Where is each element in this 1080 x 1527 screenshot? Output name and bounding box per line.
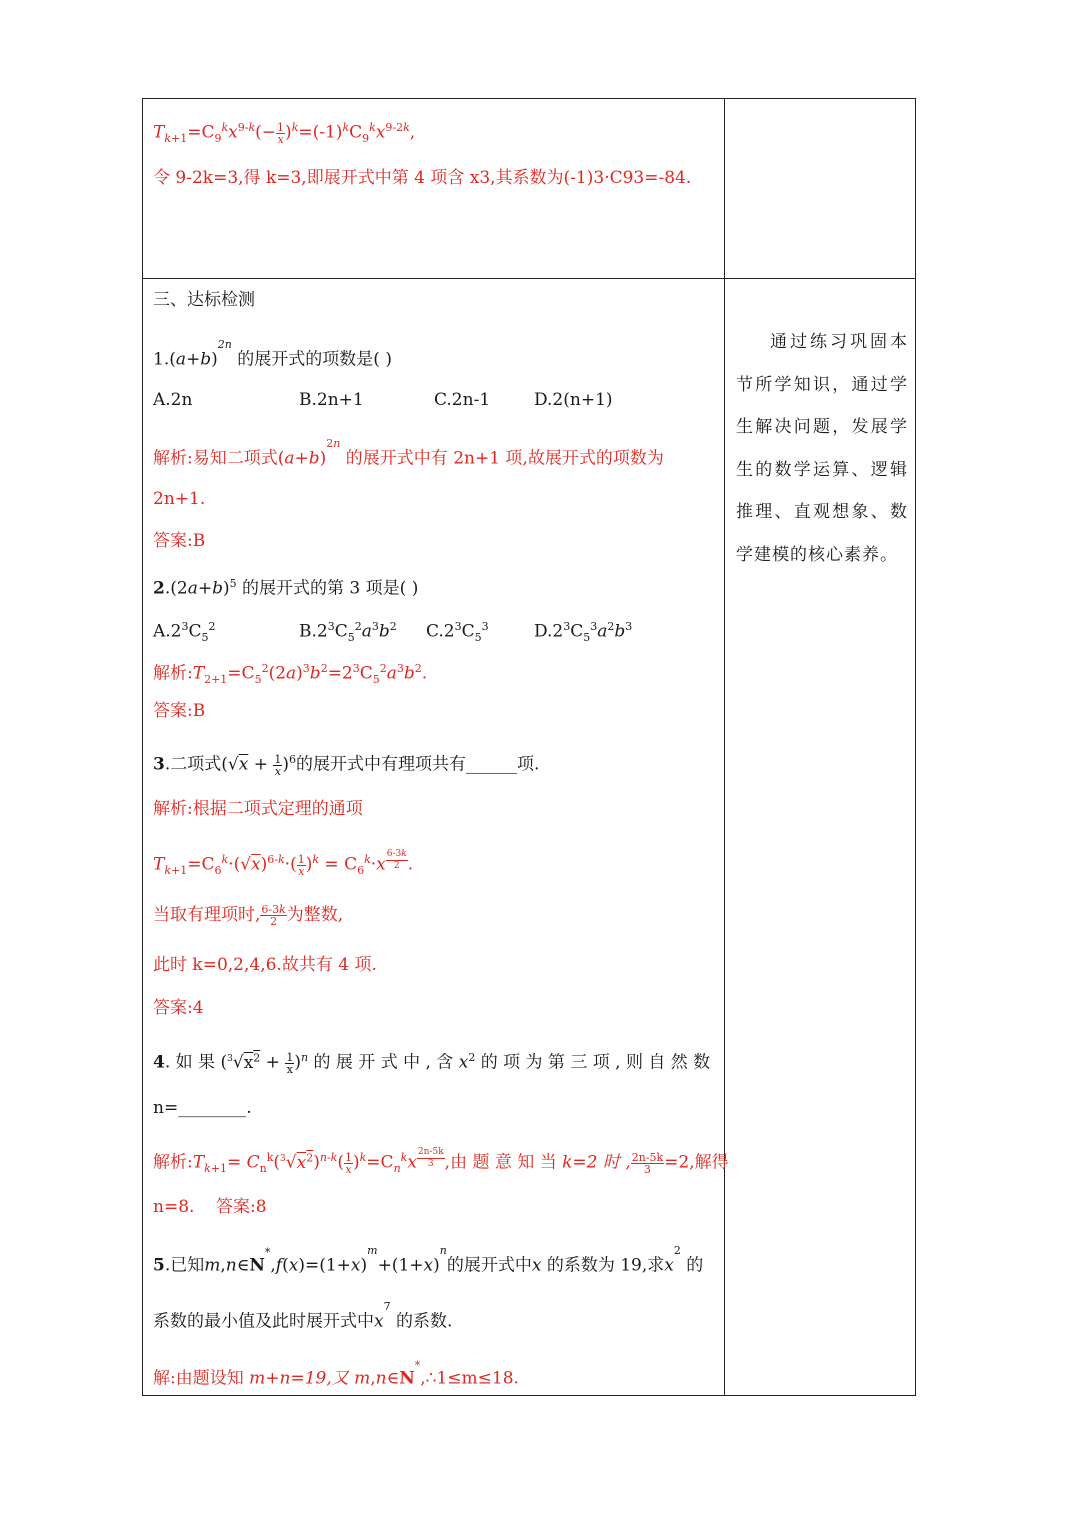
q2-option-d: $D.2^3C_5^3a^2b^3$ xyxy=(534,620,633,645)
q3-term: $T_{k+1}=C_6^k\cdot(√x)^{6-k}\cdot$( $\frac{1}{x}$ )$^k = C_6^k\cdot x$ $^{\frac{6-3k}{2}}$ . xyxy=(153,848,414,878)
q1-option-a: A.2n xyxy=(153,390,193,410)
q5-solution-b: m+n=19,又 xyxy=(249,1368,349,1389)
q4-stem-c: 的 项 为 第 三 项 , 则 自 然 数 xyxy=(480,1052,711,1073)
q4-stem-a: 如 果 xyxy=(175,1052,216,1073)
q3-rational: 当取有理项时, $\frac{6-3k}{2}$ 为整数, xyxy=(153,903,344,928)
q3-stem-b: 的展开式中有理项共有______项. xyxy=(296,754,540,775)
q3-k-values: 此时 k=0,2,4,6.故共有 4 项. xyxy=(153,955,377,975)
q1-option-c: C.2n-1 xyxy=(434,390,491,410)
q5-solution: 解:由题设知 m+n=19,又 m,n∈N*,∴1≤m≤18. xyxy=(153,1359,519,1389)
q2-analysis: 解析$:T_{2+1}=C_5^2(2a)^3b^2=2^3C_5^2a^3b^2$. xyxy=(153,662,428,687)
row-divider xyxy=(142,278,916,279)
q2-stem: $2.(2a+b)^5$ 的展开式的第 3 项是( ) xyxy=(153,577,419,599)
q2-option-c: $C.2^3C_5^3$ xyxy=(426,620,489,645)
side-note: 通过练习巩固本节所学知识，通过学生解决问题，发展学生的数学运算、逻辑推理、直观想象、数学建模的核心素养。 xyxy=(736,332,908,565)
q4-answer: 答案:8 xyxy=(216,1197,267,1217)
q4-stem: 4. 如 果 ($^3√x^2$ + $\frac{1}{x}$ )$^n$ 的 展 开 式 中 , 含 $x^2$ 的 项 为 第 三 项 , 则 自 然 数 xyxy=(153,1050,711,1076)
q1-stem-tail: 的展开式的项数是( ) xyxy=(237,349,392,370)
q4-analysis-end: =2,解得 xyxy=(664,1152,729,1173)
q4-stem-b: 的 展 开 式 中 , 含 xyxy=(313,1052,454,1073)
q2-option-a: $A.2^3C_5^2$ xyxy=(153,620,216,645)
q5-stem-c: 的系数为 19,求 xyxy=(546,1255,665,1276)
q1-analysis: 解析:易知二项式$(a+b)^{2n}$ 的展开式中有 2n+1 项,故展开式的项数为 xyxy=(153,437,664,469)
q5-solution-a: 解:由题设知 xyxy=(153,1368,244,1389)
q5-stem: 5.已知$m,n\in N^*,f(x)=(1+x)^m+(1+x)^n$的展开式中x 的系数为 19,求$x^2$ 的 xyxy=(153,1244,704,1276)
q5-stem-line2-a: 系数的最小值及此时展开式中 xyxy=(153,1311,374,1332)
q4-analysis-mid: ,由 题 意 知 当 xyxy=(444,1152,557,1173)
q3-rational-a: 当取有理项时, xyxy=(153,905,261,925)
q1-analysis-a: 解析:易知二项式 xyxy=(153,448,278,469)
q4-analysis-label: 解析: xyxy=(153,1152,193,1173)
q1-stem: $1.(a+b)^{2n}$ 的展开式的项数是( ) xyxy=(153,338,392,370)
q1-option-d: D.2(n+1) xyxy=(534,390,613,410)
q5-stem-b: 的展开式中 xyxy=(446,1255,532,1276)
q3-analysis: 解析:根据二项式定理的通项 xyxy=(153,799,363,819)
q5-stem-line2: 系数的最小值及此时展开式中$x^7$ 的系数. xyxy=(153,1300,453,1332)
q3-answer: 答案:4 xyxy=(153,998,204,1018)
q5-stem-a: 已知 xyxy=(170,1255,205,1276)
q2-stem-tail: 的展开式的第 3 项是( ) xyxy=(242,578,419,599)
q2-option-b: $B.2^3C_5^2a^3b^2$ xyxy=(299,620,397,645)
carry-formula: $T_{k+1}=C_9^kx^{9-k}(-$ $\frac{1}{x}$ )$^k=(-1)^kC_9^kx^{9-2k}$, xyxy=(153,120,416,146)
q4-result xyxy=(153,1195,267,1219)
q2-answer: 答案:B xyxy=(153,701,206,721)
q5-stem-line2-b: 的系数. xyxy=(396,1311,453,1332)
q1-analysis-b: 的展开式中有 2n+1 项,故展开式的项数为 xyxy=(345,448,664,469)
q4-analysis: 解析$:T_{k+1}= C_n^k(^3√x^2)^{n-k}$( $\frac{1}{x}$ )$^k=C_n^kx$ $^{\frac{2n-5k}{3}}$ ,由 题 意 知 当 k=2 时 , $\frac{2n-5k}{3}$ =2,解得 xyxy=(153,1146,729,1176)
q4-result-n: n=8. xyxy=(153,1197,195,1217)
column-divider xyxy=(724,98,725,1396)
section-title: 三、达标检测 xyxy=(153,290,255,310)
q5-stem-d: 的 xyxy=(686,1255,704,1276)
carry-result: 令 9-2k=3,得 k=3,即展开式中第 4 项含 x3,其系数为(-1)3·C93=-84. xyxy=(153,168,692,188)
q2-analysis-label: 解析: xyxy=(153,663,193,684)
q1-option-b: B.2n+1 xyxy=(299,390,364,410)
q1-answer: 答案:B xyxy=(153,531,206,551)
q5-solution-c: ,∴1≤m≤18. xyxy=(420,1368,519,1389)
q3-rational-b: 为整数, xyxy=(286,905,344,925)
q1-analysis-c: 2n+1. xyxy=(153,489,206,509)
q4-blank: n=________. xyxy=(153,1098,252,1118)
q4-analysis-k: k=2 时 , xyxy=(562,1152,631,1173)
q3-stem: 3.二项式(√x + $\frac{1}{x}$ )$^6$的展开式中有理项共有______项. xyxy=(153,752,540,778)
q3-stem-a: 二项式 xyxy=(170,754,222,775)
